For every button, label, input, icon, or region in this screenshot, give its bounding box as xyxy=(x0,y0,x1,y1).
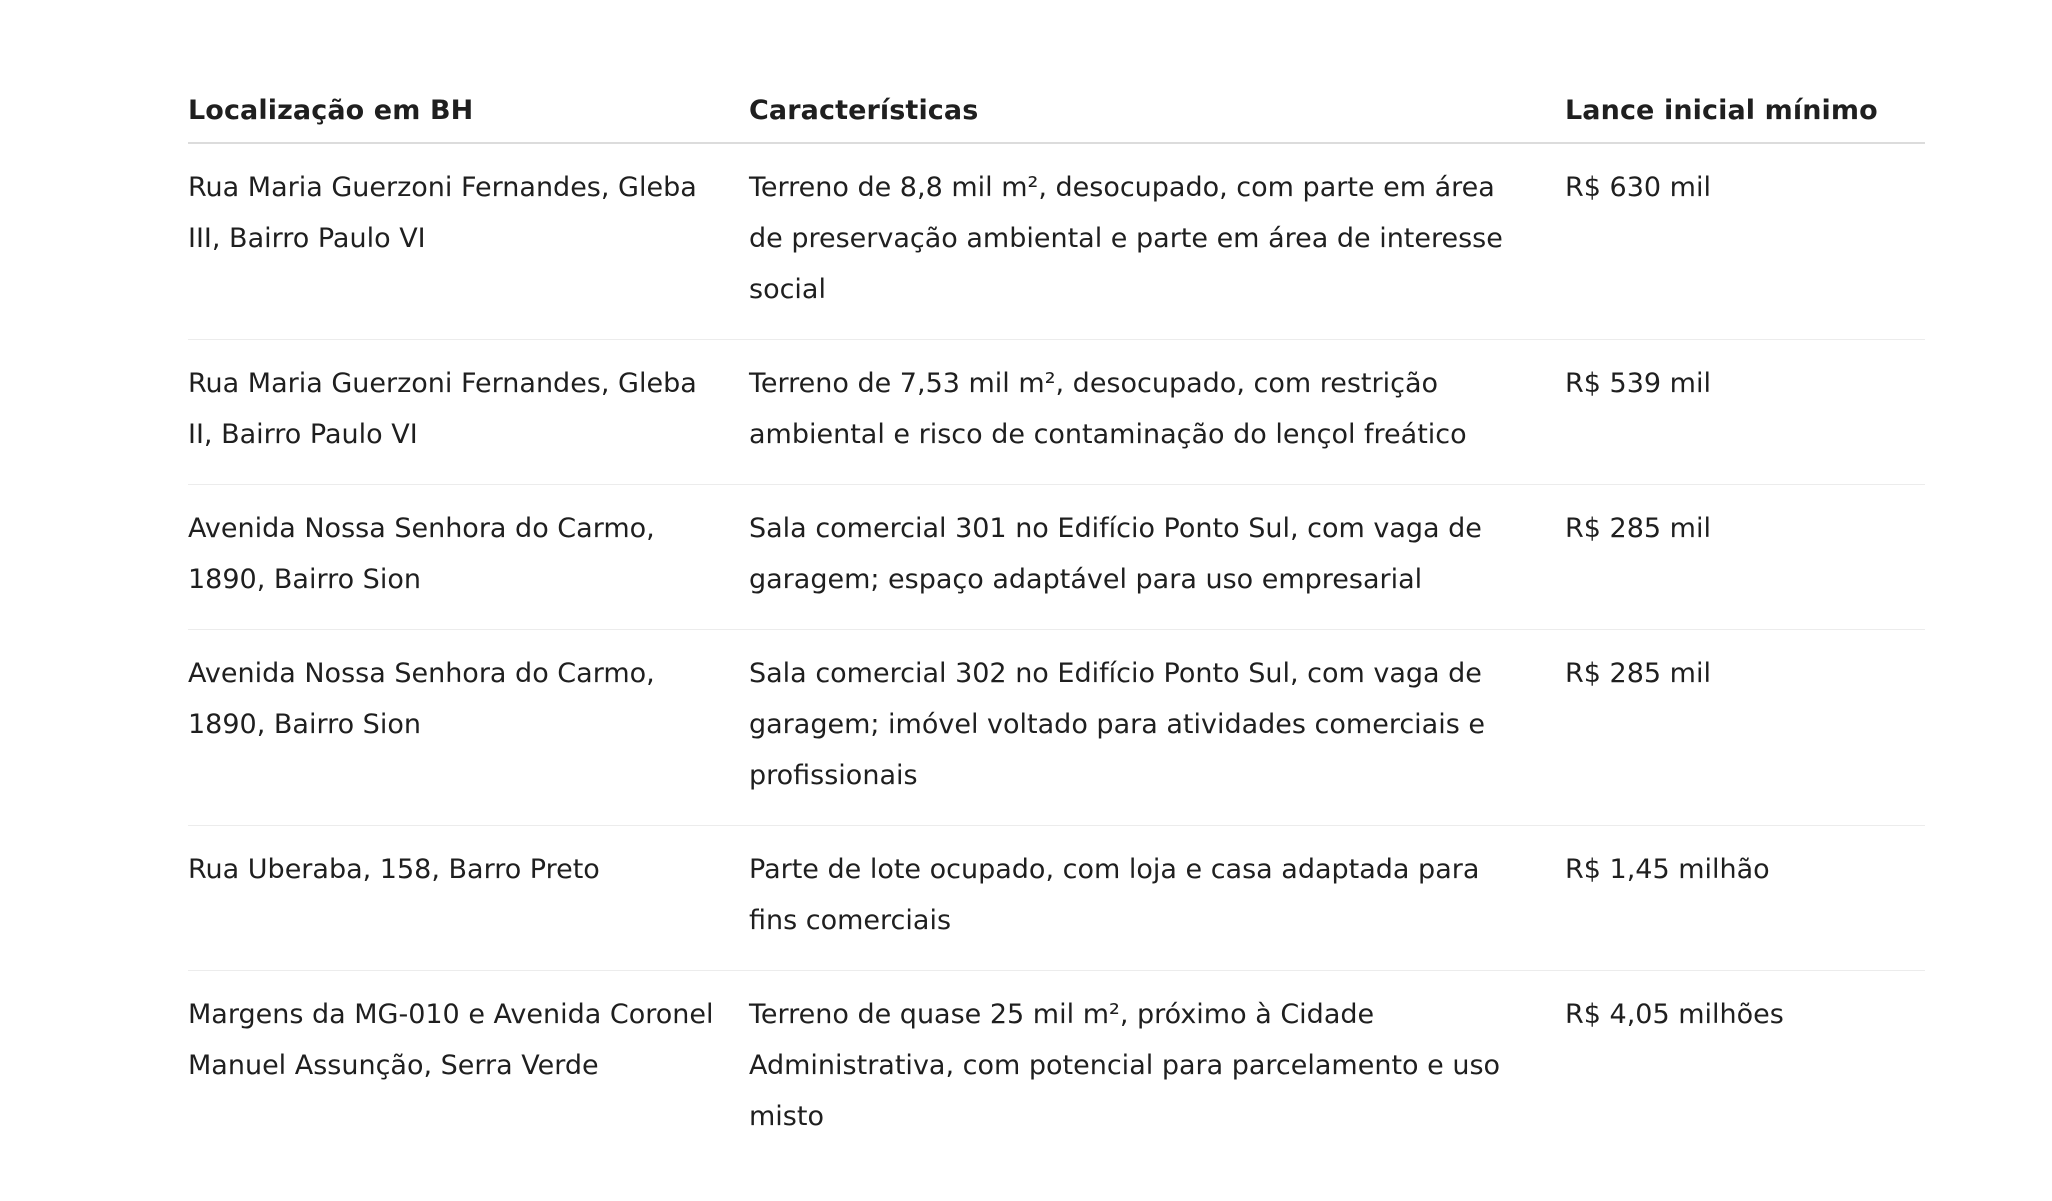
table-body xyxy=(188,143,1925,1166)
cell-min-bid: R$ 1,45 milhão xyxy=(1565,826,1925,971)
cell-location: Rua Maria Guerzoni Fernandes, Gleba II, Bairro Paulo VI xyxy=(188,340,749,485)
table-header xyxy=(188,80,1925,143)
properties-table xyxy=(188,80,1925,1166)
cell-features: Terreno de quase 25 mil m², próximo à Cidade Administrativa, com potencial para parcelamento e uso misto xyxy=(749,999,1501,1132)
cell-features: Terreno de 8,8 mil m², desocupado, com parte em área de preservação ambiental e parte em área de interesse social xyxy=(749,143,1565,340)
header-features: Características xyxy=(749,80,1565,143)
header-row xyxy=(188,80,1925,143)
cell-location: Margens da MG-010 e Avenida Coronel Manuel Assunção, Serra Verde xyxy=(188,999,714,1081)
cell-min-bid: R$ 539 mil xyxy=(1565,340,1925,485)
table-row xyxy=(188,143,1925,340)
cell-location: Avenida Nossa Senhora do Carmo, 1890, Bairro Sion xyxy=(188,630,749,826)
cell-location: Rua Uberaba, 158, Barro Preto xyxy=(188,826,749,971)
table-row xyxy=(188,971,1925,1167)
cell-features: Sala comercial 301 no Edifício Ponto Sul, com vaga de garagem; espaço adaptável para uso empresarial xyxy=(749,485,1565,630)
cell-features: Sala comercial 302 no Edifício Ponto Sul, com vaga de garagem; imóvel voltado para atividades comerciais e profissionais xyxy=(749,630,1565,826)
properties-table-container xyxy=(188,80,1925,1166)
cell-min-bid: R$ 285 mil xyxy=(1565,630,1925,826)
cell-features: Parte de lote ocupado, com loja e casa adaptada para fins comerciais xyxy=(749,826,1565,971)
cell-location: Rua Maria Guerzoni Fernandes, Gleba III, Bairro Paulo VI xyxy=(188,143,749,340)
header-min-bid: Lance inicial mínimo xyxy=(1565,80,1925,143)
table-row xyxy=(188,340,1925,485)
table-row xyxy=(188,630,1925,826)
cell-min-bid: R$ 630 mil xyxy=(1565,143,1925,340)
header-location: Localização em BH xyxy=(188,80,749,143)
table-row xyxy=(188,485,1925,630)
table-row xyxy=(188,826,1925,971)
cell-min-bid: R$ 4,05 milhões xyxy=(1565,999,1784,1030)
cell-location: Avenida Nossa Senhora do Carmo, 1890, Bairro Sion xyxy=(188,485,749,630)
cell-min-bid: R$ 285 mil xyxy=(1565,485,1925,630)
cell-features: Terreno de 7,53 mil m², desocupado, com restrição ambiental e risco de contaminação do lençol freático xyxy=(749,340,1565,485)
